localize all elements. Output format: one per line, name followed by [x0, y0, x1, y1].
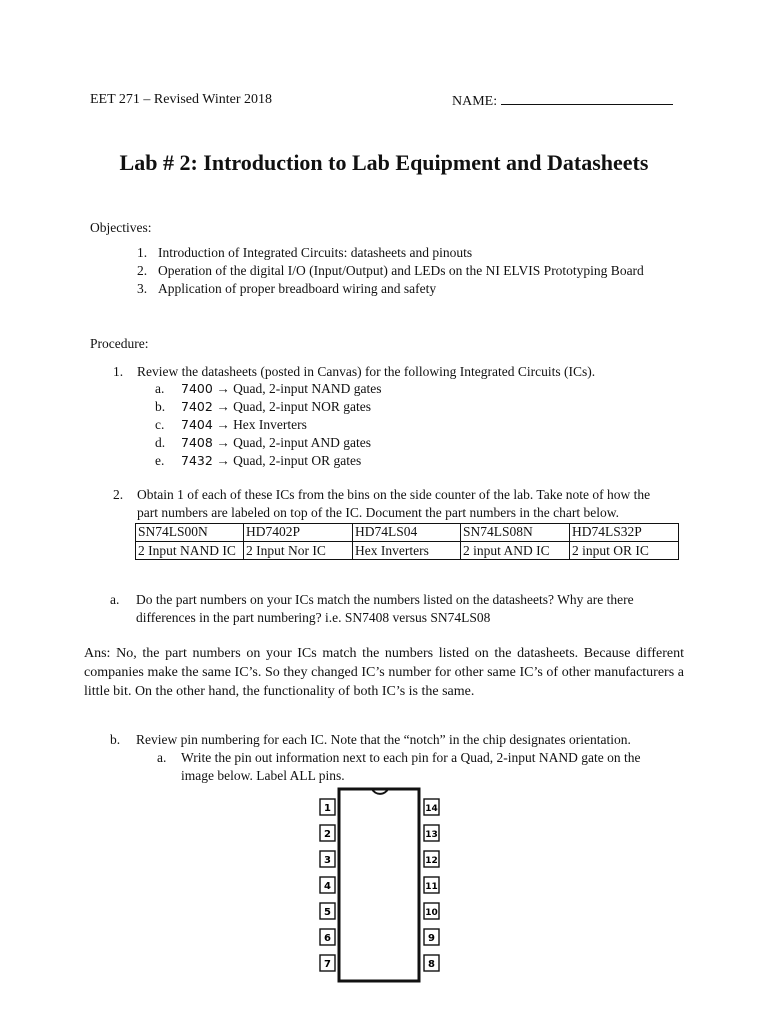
ic-description: Quad, 2-input NOR gates	[233, 399, 372, 414]
ic-part: 7400	[181, 381, 213, 396]
pin-number: 6	[324, 933, 331, 944]
ic-description: Hex Inverters	[233, 417, 307, 432]
question-letter: a.	[110, 592, 120, 607]
chip-pin-6	[320, 929, 335, 945]
objectives-list	[137, 244, 644, 298]
ic-part: 7404	[181, 417, 213, 432]
chip-pin-11	[424, 877, 439, 893]
arrow-icon: →	[216, 435, 230, 450]
question-letter: b.	[110, 732, 121, 747]
item-number: 3.	[137, 281, 148, 296]
chip-pin-13	[424, 825, 439, 841]
name-label: NAME:	[452, 94, 498, 109]
chip-body	[339, 789, 419, 981]
question-letter: a.	[157, 750, 167, 765]
pin-number: 2	[324, 829, 331, 840]
procedure-heading: Procedure:	[90, 336, 149, 351]
item-letter: b.	[155, 399, 166, 414]
list-item	[155, 452, 382, 470]
chip-pin-9	[424, 929, 439, 945]
question-text: Review pin numbering for each IC. Note that the “notch” in the chip designates orientation.	[136, 732, 631, 747]
chip-pin-3	[320, 851, 335, 867]
item-text: Introduction of Integrated Circuits: datasheets and pinouts	[158, 245, 473, 260]
list-item	[155, 380, 382, 398]
procedure-step-2	[113, 486, 673, 522]
right-pins	[424, 799, 439, 971]
pin-number: 11	[425, 882, 438, 892]
procedure-step-1	[113, 363, 595, 381]
arrow-icon: →	[216, 417, 230, 432]
pin-number: 13	[425, 830, 438, 840]
pin-number: 14	[425, 804, 438, 814]
ic-part-table	[135, 523, 679, 560]
table-cell[interactable]: HD74LS32P	[570, 524, 679, 542]
chip-pin-5	[320, 903, 335, 919]
chip-pin-12	[424, 851, 439, 867]
pin-number: 7	[324, 959, 331, 970]
step-text: Review the datasheets (posted in Canvas) for the following Integrated Circuits (ICs).	[137, 364, 596, 379]
chip-pin-10	[424, 903, 439, 919]
ic-description: Quad, 2-input NAND gates	[233, 381, 382, 396]
ic-chip-diagram	[312, 785, 447, 985]
arrow-icon: →	[216, 399, 230, 414]
page-title: Lab # 2: Introduction to Lab Equipment and Datasheets	[119, 150, 649, 175]
pin-number: 5	[324, 907, 331, 918]
name-field	[452, 92, 673, 110]
course-header: EET 271 – Revised Winter 2018	[90, 92, 273, 107]
item-letter: d.	[155, 435, 166, 450]
step-text: Obtain 1 of each of these ICs from the bins on the side counter of the lab. Take note of how the part numbers are labeled on top of the IC. Document the part numbers in the chart below.	[137, 487, 651, 520]
table-row	[136, 542, 679, 560]
pin-number: 8	[428, 959, 435, 970]
pin-number: 3	[324, 855, 331, 866]
arrow-icon: →	[216, 381, 230, 396]
item-letter: e.	[155, 453, 165, 468]
list-item	[137, 280, 644, 298]
chip-pin-4	[320, 877, 335, 893]
item-text: Operation of the digital I/O (Input/Output) and LEDs on the NI ELVIS Prototyping Board	[158, 263, 644, 278]
ic-part: 7408	[181, 435, 213, 450]
question-b	[110, 731, 690, 749]
item-number: 1.	[137, 245, 148, 260]
ic-part: 7432	[181, 453, 213, 468]
table-cell[interactable]: SN74LS00N	[136, 524, 244, 542]
table-cell[interactable]: 2 Input NAND IC	[136, 542, 244, 560]
list-item	[155, 416, 382, 434]
table-cell[interactable]: 2 input AND IC	[461, 542, 570, 560]
chip-pin-8	[424, 955, 439, 971]
table-cell[interactable]: Hex Inverters	[353, 542, 461, 560]
pin-number: 12	[425, 856, 438, 866]
pin-number: 9	[428, 933, 435, 944]
ic-description: Quad, 2-input AND gates	[233, 435, 372, 450]
table-cell[interactable]: 2 input OR IC	[570, 542, 679, 560]
table-cell[interactable]: HD74LS04	[353, 524, 461, 542]
table-row	[136, 524, 679, 542]
item-text: Application of proper breadboard wiring and safety	[158, 281, 437, 296]
pin-number: 1	[324, 803, 331, 814]
chip-pin-2	[320, 825, 335, 841]
answer-text[interactable]: Ans: No, the part numbers on your ICs match the numbers listed on the datasheets. Because different companies make the same IC’s. So they changed IC’s number for other same IC’s of other manufacturers a little bit. On the other hand, the functionality of both IC’s is the same.	[84, 646, 684, 699]
table-cell[interactable]: HD7402P	[244, 524, 353, 542]
table-cell[interactable]: SN74LS08N	[461, 524, 570, 542]
ic-part: 7402	[181, 399, 213, 414]
list-item	[155, 434, 382, 452]
item-letter: c.	[155, 417, 165, 432]
pin-number: 4	[324, 881, 331, 892]
arrow-icon: →	[216, 453, 230, 468]
question-b-sub-a	[157, 749, 657, 785]
item-number: 2.	[137, 263, 148, 278]
step-number: 1.	[113, 364, 124, 379]
pin-number: 10	[425, 908, 438, 918]
list-item	[137, 244, 644, 262]
question-text: Write the pin out information next to each pin for a Quad, 2-input NAND gate on the image below. Label ALL pins.	[181, 750, 641, 783]
item-letter: a.	[155, 381, 165, 396]
chip-pin-7	[320, 955, 335, 971]
list-item	[137, 262, 644, 280]
objectives-heading: Objectives:	[90, 220, 152, 235]
question-text: Do the part numbers on your ICs match the numbers listed on the datasheets? Why are there differences in the part numbering? i.e. SN7408 versus SN74LS08	[136, 592, 634, 625]
name-blank-line[interactable]	[501, 92, 673, 105]
chip-pin-1	[320, 799, 335, 815]
chip-pin-14	[424, 799, 439, 815]
list-item	[155, 398, 382, 416]
table-cell[interactable]: 2 Input Nor IC	[244, 542, 353, 560]
step-number: 2.	[113, 487, 124, 502]
left-pins	[320, 799, 335, 971]
ic-description: Quad, 2-input OR gates	[233, 453, 362, 468]
ic-list	[155, 380, 382, 470]
question-a	[110, 591, 670, 627]
